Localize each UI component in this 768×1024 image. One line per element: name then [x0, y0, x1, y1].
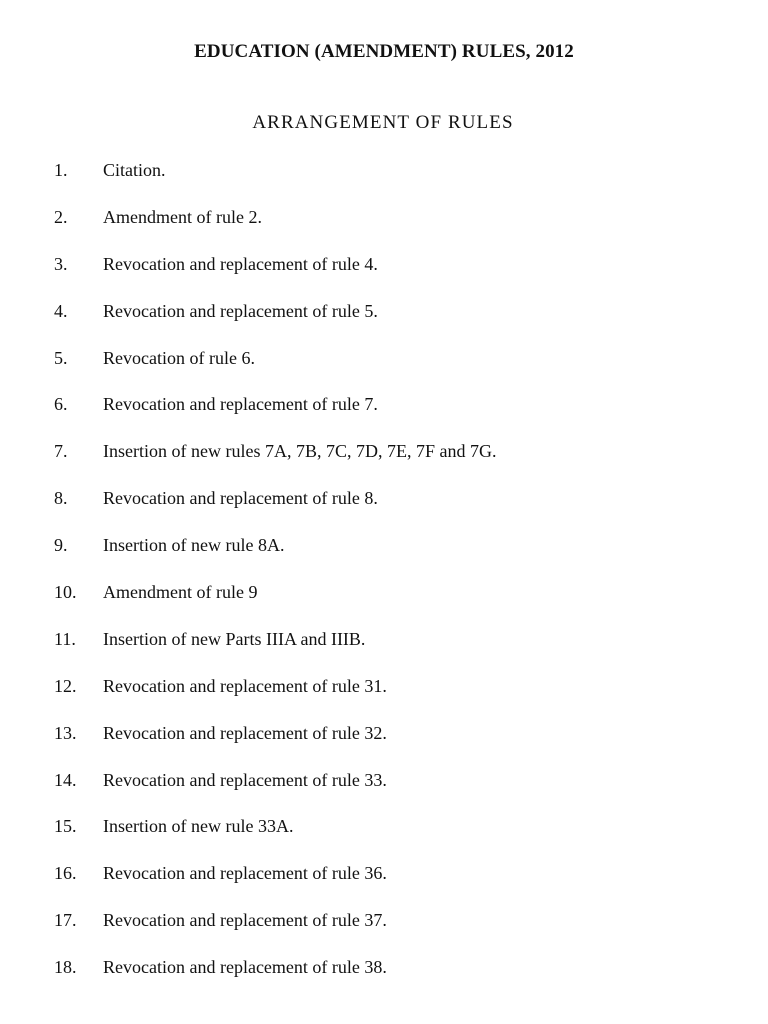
rule-description: Insertion of new Parts IIIA and IIIB.	[103, 628, 366, 649]
list-item	[0, 438, 768, 485]
list-item	[0, 673, 768, 720]
rule-number: 2.	[54, 206, 68, 227]
rule-number: 11.	[54, 628, 76, 649]
rule-number: 5.	[54, 347, 68, 368]
rule-number: 17.	[54, 910, 77, 931]
rule-description: Revocation and replacement of rule 5.	[103, 300, 378, 321]
rule-number: 13.	[54, 722, 77, 743]
document-title: EDUCATION (AMENDMENT) RULES, 2012	[194, 41, 574, 62]
rule-number: 12.	[54, 675, 77, 696]
list-item	[0, 485, 768, 532]
rule-description: Insertion of new rule 33A.	[103, 816, 294, 837]
rule-description: Insertion of new rules 7A, 7B, 7C, 7D, 7E, 7F and 7G.	[103, 441, 497, 462]
rule-description: Amendment of rule 2.	[103, 206, 262, 227]
rule-number: 15.	[54, 816, 77, 837]
list-item	[0, 345, 768, 392]
rule-description: Revocation and replacement of rule 4.	[103, 253, 378, 274]
rule-description: Insertion of new rule 8A.	[103, 535, 285, 556]
rule-description: Revocation and replacement of rule 33.	[103, 769, 387, 790]
arrangement-heading: ARRANGEMENT OF RULES	[252, 112, 514, 133]
rule-description: Revocation and replacement of rule 37.	[103, 910, 387, 931]
list-item	[0, 954, 768, 1001]
rule-number: 8.	[54, 488, 68, 509]
list-item	[0, 767, 768, 814]
list-item	[0, 204, 768, 251]
rule-description: Revocation and replacement of rule 8.	[103, 488, 378, 509]
list-item	[0, 860, 768, 907]
rule-description: Amendment of rule 9	[103, 582, 258, 603]
list-item	[0, 579, 768, 626]
rule-number: 4.	[54, 300, 68, 321]
list-item	[0, 907, 768, 954]
rule-description: Revocation and replacement of rule 31.	[103, 675, 387, 696]
rule-description: Revocation of rule 6.	[103, 347, 255, 368]
list-item	[0, 298, 768, 345]
list-item	[0, 813, 768, 860]
list-item	[0, 626, 768, 673]
rules-list	[0, 157, 768, 1001]
list-item	[0, 720, 768, 767]
rule-description: Revocation and replacement of rule 32.	[103, 722, 387, 743]
rule-number: 10.	[54, 582, 77, 603]
rule-description: Revocation and replacement of rule 38.	[103, 957, 387, 978]
list-item	[0, 251, 768, 298]
list-item	[0, 157, 768, 204]
list-item	[0, 391, 768, 438]
rule-number: 16.	[54, 863, 77, 884]
rule-number: 9.	[54, 535, 68, 556]
rule-number: 3.	[54, 253, 68, 274]
rule-description: Citation.	[103, 160, 166, 180]
list-item	[0, 532, 768, 579]
rule-description: Revocation and replacement of rule 7.	[103, 394, 378, 415]
rule-number: 1.	[54, 160, 68, 180]
rule-number: 6.	[54, 394, 68, 415]
rule-number: 14.	[54, 769, 77, 790]
rule-description: Revocation and replacement of rule 36.	[103, 863, 387, 884]
rule-number: 7.	[54, 441, 68, 462]
rule-number: 18.	[54, 957, 77, 978]
